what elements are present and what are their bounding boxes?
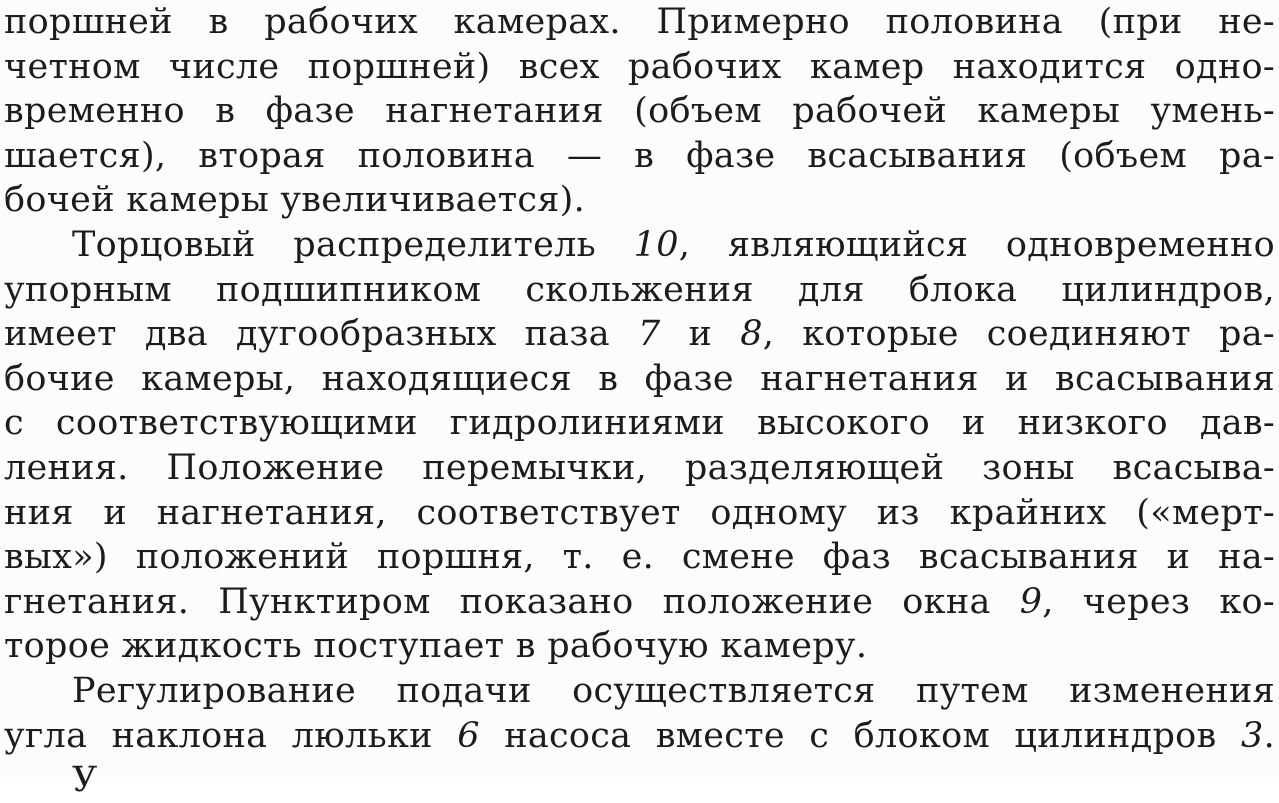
text-line: бочие камеры, находящиеся в фазе нагнетания и всасывания xyxy=(4,358,1275,399)
text-line: Регулирование подачи осуществляется путем изменения xyxy=(72,670,1275,711)
text-line: бочей камеры увеличивается). xyxy=(4,180,586,221)
text-line: четном числе поршней) всех рабочих камер находится одно- xyxy=(4,46,1275,87)
text-line: угла наклона люльки 6 насоса вместе с блоком цилиндров 3. xyxy=(4,715,1275,756)
text-line: торое жидкость поступает в рабочую камеру. xyxy=(4,626,868,667)
text-line: поршней в рабочих камерах. Примерно половина (при не- xyxy=(4,2,1275,42)
text-line: с соответствующими гидролиниями высокого и низкого дав- xyxy=(4,403,1275,444)
text-line: ления. Положение перемычки, разделяющей зоны всасыва- xyxy=(4,447,1275,488)
text-line: ния и нагнетания, соответствует одному из крайних («мерт- xyxy=(4,492,1275,533)
text-line: гнетания. Пунктиром показано положение окна 9, через ко- xyxy=(4,581,1275,622)
text-line: временно в фазе нагнетания (объем рабочей камеры умень- xyxy=(4,91,1275,132)
text-line: вых») положений поршня, т. е. смене фаз всасывания и на- xyxy=(4,537,1275,578)
text-line: упорным подшипником скольжения для блока цилиндров, xyxy=(4,269,1275,310)
paragraph-3 xyxy=(4,669,1275,801)
text-line: У xyxy=(72,760,98,801)
text-line: имеет два дугообразных паза 7 и 8, которые соединяют ра- xyxy=(4,314,1275,355)
paragraph-1 xyxy=(4,0,1275,223)
document-text xyxy=(4,0,1275,801)
paragraph-2 xyxy=(4,223,1275,669)
text-line: Торцовый распределитель 10, являющийся одновременно xyxy=(72,224,1275,265)
text-line: шается), вторая половина — в фазе всасывания (объем ра- xyxy=(4,135,1275,176)
